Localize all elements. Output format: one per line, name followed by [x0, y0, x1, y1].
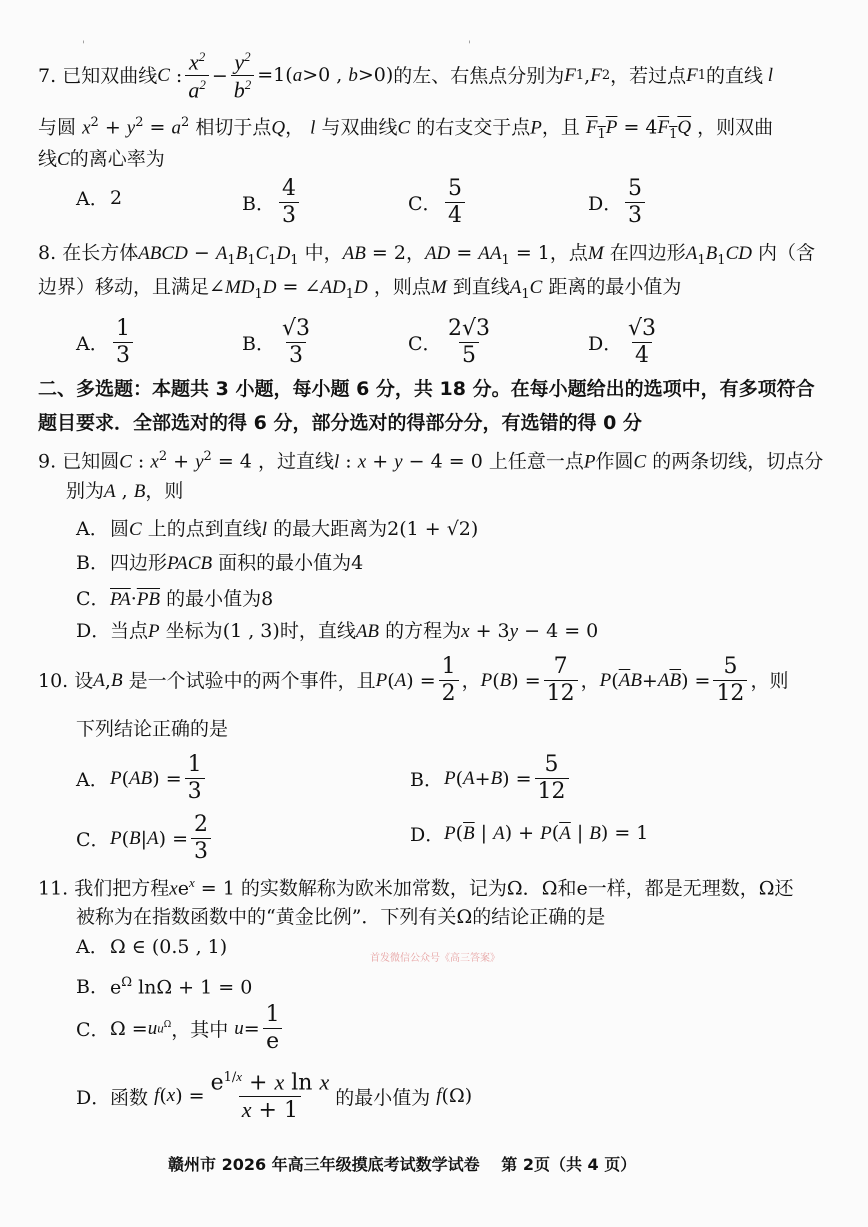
question-7: 7. 已知双曲线 C : $\frac{x^2}{a^2}$ − $\frac{y^2}{b^2}$ =1(a>0 , b>0) 的左、右焦点分别为 F 1 , F 2 ，若过点 F 1 的直线 l: [38, 49, 774, 103]
question-10: 10. 设 A , B 是一个试验中的两个事件，且 P ( A ) = $\frac{1}{2}$ ， P ( B ) = $\frac{7}{12}$ ， P ( $\overline{A}$ B + A $\overline{B}$ ) = $\frac{5}{12}$ ，则: [38, 654, 789, 706]
q8-option-d[interactable]: D． $\frac{√3}{4}$: [588, 316, 657, 368]
q10-option-a[interactable]: A． P ( AB ) = $\frac{1}{3}$: [76, 754, 208, 803]
question-7-line2: 与圆 $x^2 + y^2 = a^2$ 相切于点Q， l 与双曲线C 的右支交于点P，且 $F_1P = 4F_1Q$ ，则双曲: [38, 115, 774, 143]
q7-option-d[interactable]: D． $\frac{5}{3}$: [588, 178, 648, 227]
q10-option-d[interactable]: D． $P(\overline{B}$ | $A) + P(\overline{A}$ | B) = 1: [410, 822, 649, 846]
q7-option-a[interactable]: A． 2: [76, 186, 123, 210]
q8-option-a[interactable]: A． $\frac{1}{3}$: [76, 318, 136, 367]
scan-mark: ': [468, 40, 471, 51]
question-number: 7.: [38, 64, 57, 87]
question-11-line2: 被称为在指数函数中的“黄金比例”．下列有关Ω的结论正确的是: [76, 906, 606, 928]
question-9: 9. 已知圆C : $x^2 + y^2 = 4$ ，过直线l : x + y − 4 = 0 上任意一点P作圆C 的两条切线，切点分: [38, 449, 824, 473]
watermark: 首发微信公众号《高三答案》: [370, 953, 500, 964]
question-8: 8. 在长方体ABCD − $A_1B_1C_1D_1$ 中，AB = 2，AD = $AA_1 = 1$，点M 在四边形$A_1B_1CD$ 内（含: [38, 242, 816, 268]
page-footer: 赣州市 2026 年高三年级摸底考试数学试卷 第 2页（共 4 页）: [168, 1155, 637, 1174]
question-number: 9.: [38, 450, 57, 473]
q9-option-a[interactable]: A．圆C 上的点到直线l 的最大距离为2(1 + √2): [76, 518, 479, 540]
question-number: 10.: [38, 669, 69, 692]
question-8-line2: 边界）移动，且满足$\angle MD_1D$ = $\angle AD_1D$ ，则点M 到直线$A_1C$ 距离的最小值为: [38, 276, 682, 302]
q10-option-b[interactable]: B． P ( A + B ) = $\frac{5}{12}$: [410, 754, 572, 803]
q11-option-c[interactable]: C． Ω = u $u^\Omega$ ，其中 u = $\frac{1}{e}$: [76, 1004, 286, 1053]
q9-option-d[interactable]: D．当点P 坐标为(1 , 3)时，直线AB 的方程为x + 3y − 4 = 0: [76, 620, 599, 642]
section-heading: 二、多选题：本题共 3 小题，每小题 6 分，共 18 分。在每小题给出的选项中，有多项符合 题目要求．全部选对的得 6 分，部分选对的得部分分，有选错的得 0 分: [38, 378, 815, 434]
question-number: 8.: [38, 242, 57, 264]
scan-mark: ': [82, 40, 85, 51]
q7-option-c[interactable]: C． $\frac{5}{4}$: [408, 178, 468, 227]
q9-option-b[interactable]: B．四边形PACB 面积的最小值为4: [76, 552, 364, 574]
q8-option-b[interactable]: B． $\frac{√3}{3}$: [242, 316, 311, 368]
q7-option-b[interactable]: B． $\frac{4}{3}$: [242, 178, 302, 227]
question-10-line2: 下列结论正确的是: [76, 718, 229, 740]
q9-option-c[interactable]: C．$\overline{PA}\cdot\overline{PB}$ 的最小值为8: [76, 588, 274, 610]
question-9-line2: 别为A , B，则: [66, 480, 184, 502]
q11-option-a[interactable]: A．Ω ∈ (0.5 , 1): [76, 936, 228, 958]
question-7-line3: 线C的离心率为: [38, 148, 165, 170]
q10-option-c[interactable]: C． P ( B | A ) = $\frac{2}{3}$: [76, 814, 214, 863]
question-11: 11. 我们把方程$xe^x = 1$ 的实数解称为欧米加常数，记为Ω．Ω和e一样，都是无理数，Ω还: [38, 875, 794, 900]
q11-option-d[interactable]: D． 函数 f ( x ) = $\frac{e^{1/x} + x \ln x}{x + 1}$ 的最小值为 f (Ω): [76, 1069, 473, 1124]
question-number: 11.: [38, 877, 69, 900]
q8-option-c[interactable]: C． $\frac{2√3}{5}$: [408, 316, 491, 368]
q11-option-b[interactable]: B．$e^\Omega$ lnΩ + 1 = 0: [76, 975, 253, 999]
